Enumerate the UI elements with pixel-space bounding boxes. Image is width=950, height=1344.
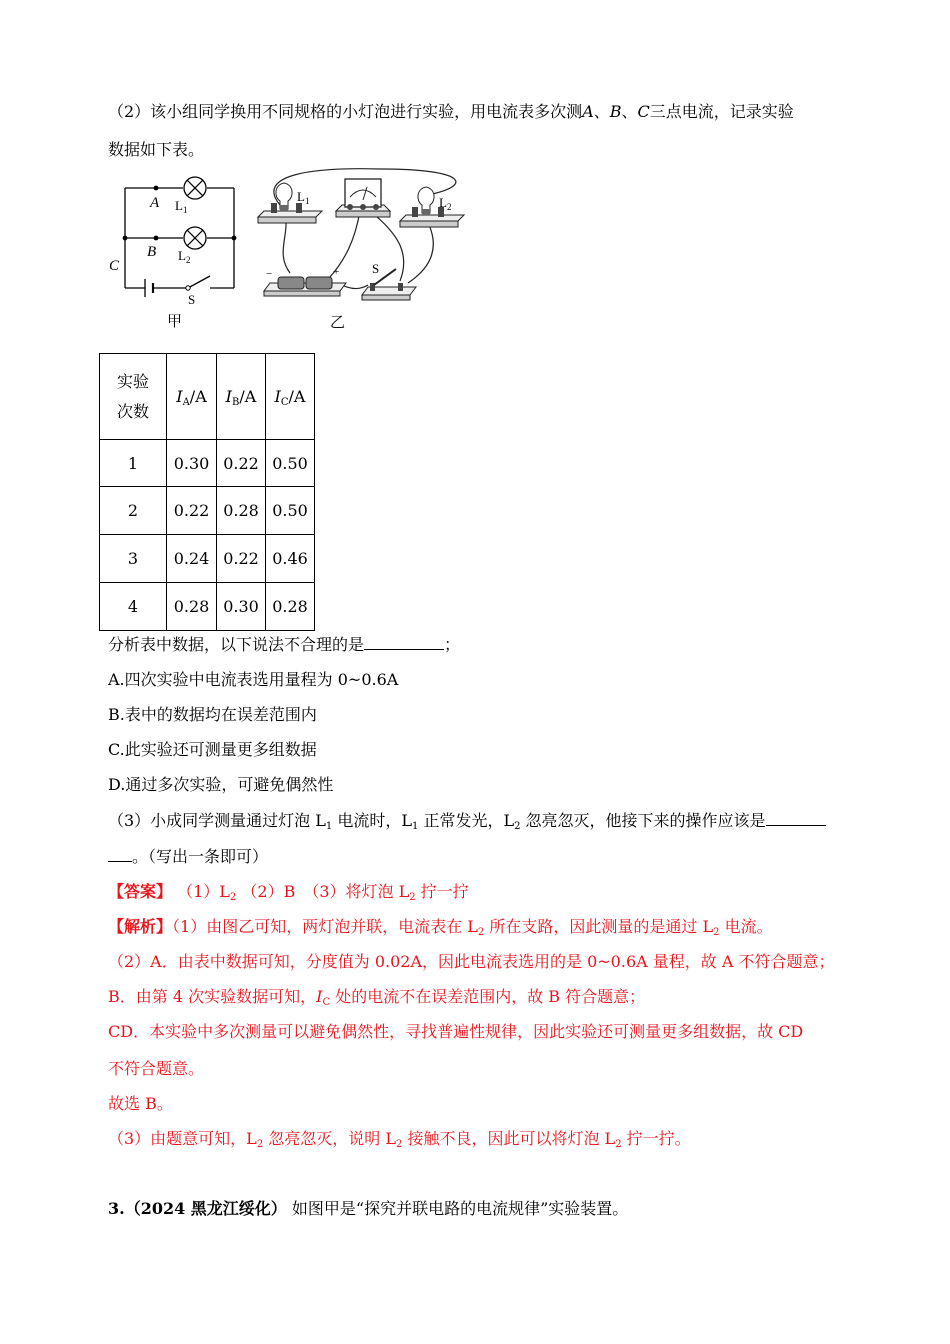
cell-trial: 1 <box>100 440 167 487</box>
cell-ib: 0.28 <box>217 487 266 535</box>
battery-holder <box>264 277 346 296</box>
node-right <box>232 236 237 241</box>
label-s: S <box>188 292 196 307</box>
cell-ic: 0.28 <box>266 583 315 631</box>
node-c <box>123 236 128 241</box>
yi-label-s: S <box>372 261 380 276</box>
label-l1: $L_1$ <box>175 198 188 215</box>
analysis-line-3: B．由第 4 次实验数据可知，$I_C$ 处的电流不在误差范围内，故 B 符合题意； <box>108 987 646 1008</box>
yi-label-l2: $L_2$ <box>439 195 452 212</box>
question-number: 3. <box>108 1199 125 1218</box>
cell-trial: 3 <box>100 535 167 583</box>
caption-yi: 乙 <box>330 315 346 331</box>
lamp-l1-symbol <box>184 177 206 199</box>
question-stem: 分析表中数据，以下说法不合理的是 ； <box>108 635 461 654</box>
analysis-line-1: 【解析】（1）由图乙可知，两灯泡并联，电流表在 $L_2$ 所在支路，因此测量的是通过 $L_2$ 电流。 <box>108 917 773 938</box>
lamp-l2-symbol <box>184 227 206 249</box>
node-a <box>154 186 159 191</box>
analysis-line-2: （2）A．由表中数据可知，分度值为 0.02A，因此电流表选用的是 0~0.6A 量程，故 A 不符合题意； <box>108 952 835 971</box>
caption-jia: 甲 <box>167 314 183 330</box>
header-trial: 实验 次数 <box>100 354 167 440</box>
cell-ic: 0.46 <box>266 535 315 583</box>
yi-label-l1: $L_1$ <box>297 189 310 206</box>
cell-ia: 0.22 <box>167 487 217 535</box>
option-d: D.通过多次实验，可避免偶然性 <box>108 775 334 794</box>
lamp-l2-board <box>400 187 464 227</box>
cell-trial: 4 <box>100 583 167 631</box>
next-question: 3.（2024 黑龙江绥化） 如图甲是“探究并联电路的电流规律”实验装置。 <box>108 1199 629 1218</box>
table-row <box>100 487 315 535</box>
cell-ia: 0.30 <box>167 440 217 487</box>
q2-line-2: 数据如下表。 <box>108 140 205 159</box>
option-c: C.此实验还可测量更多组数据 <box>108 740 317 759</box>
analysis-line-7: （3）由题意可知，$L_2$ 忽亮忽灭，说明 $L_2$ 接触不良，因此可以将灯泡 $L_2$ 拧一拧。 <box>108 1129 691 1150</box>
answer-blank <box>364 635 444 650</box>
label-c: C <box>109 258 120 274</box>
table-row <box>100 535 315 583</box>
answer-line: 【答案】 $(1)L_2$ （2）B （3）将灯泡 $L_2$ 拧一拧 <box>108 882 469 903</box>
option-a: A.四次实验中电流表选用量程为 0~0.6A <box>108 670 399 689</box>
q3-line-1: （3）小成同学测量通过灯泡 $L_1$ 电流时，$L_1$ 正常发光，$L_2$ 忽亮忽灭，他接下来的操作应该是 <box>108 811 826 831</box>
yi-minus: − <box>266 268 273 280</box>
table-header-row <box>100 354 315 440</box>
q3-line-2: 。（写出一条即可） <box>108 847 268 867</box>
answer-tag: 【答案】 <box>108 882 173 901</box>
answer-blank <box>766 811 826 826</box>
switch-board <box>362 269 416 300</box>
analysis-line-4: CD．本实验中多次测量可以避免偶然性，寻找普遍性规律，因此实验还可测量更多组数据，故 CD <box>108 1022 804 1041</box>
analysis-line-6: 故选 B。 <box>108 1094 173 1113</box>
header-ia: $I_A/A$ <box>167 354 217 440</box>
cell-ia: 0.24 <box>167 535 217 583</box>
yi-plus: + <box>333 266 340 278</box>
lamp-l1-board <box>258 183 322 223</box>
node-b <box>154 236 159 241</box>
table-row <box>100 583 315 631</box>
answer-blank <box>108 847 132 862</box>
option-b: B.表中的数据均在误差范围内 <box>108 705 317 724</box>
header-ic: $I_C/A$ <box>266 354 315 440</box>
q2-line-1: （2）该小组同学换用不同规格的小灯泡进行实验，用电流表多次测A、B、C三点电流，记录实验 <box>108 102 794 121</box>
cell-ic: 0.50 <box>266 440 315 487</box>
physical-setup-yi <box>250 165 490 335</box>
label-a: A <box>150 195 160 211</box>
ammeter <box>336 179 390 217</box>
cell-trial: 2 <box>100 487 167 535</box>
analysis-tag: 【解析】 <box>108 917 173 936</box>
data-table <box>99 353 315 631</box>
cell-ib: 0.22 <box>217 535 266 583</box>
analysis-line-5: 不符合题意。 <box>108 1059 205 1078</box>
label-l2: $L_2$ <box>178 248 191 265</box>
cell-ic: 0.50 <box>266 487 315 535</box>
table-row <box>100 440 315 487</box>
label-b: B <box>147 244 157 260</box>
header-ib: $I_B/A$ <box>217 354 266 440</box>
cell-ib: 0.22 <box>217 440 266 487</box>
cell-ia: 0.28 <box>167 583 217 631</box>
cell-ib: 0.30 <box>217 583 266 631</box>
question-source: （2024 黑龙江绥化） <box>124 1199 287 1218</box>
circuit-diagram-jia <box>100 172 250 334</box>
